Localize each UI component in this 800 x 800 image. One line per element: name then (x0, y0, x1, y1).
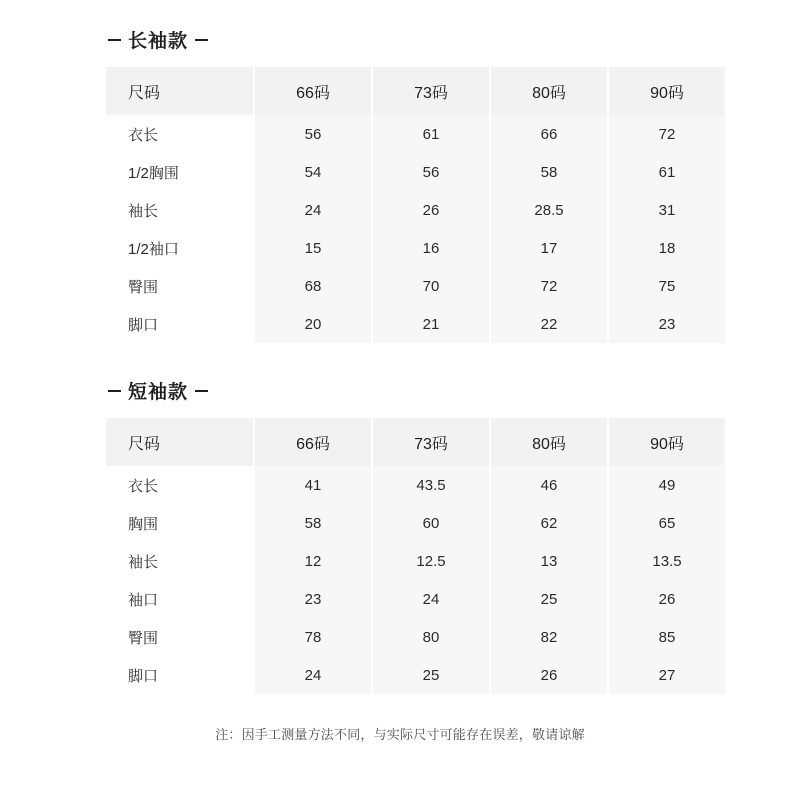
table-cell: 49 (608, 466, 726, 504)
row-label: 1/2胸围 (106, 153, 254, 191)
section-title-text: 短袖款 (128, 382, 189, 403)
table-cell: 80 (372, 618, 490, 656)
row-label: 1/2袖口 (106, 229, 254, 267)
table-cell: 28.5 (490, 191, 608, 229)
dash-right-icon (195, 390, 208, 392)
table-header-cell: 90码 (608, 67, 726, 115)
table-cell: 41 (254, 466, 372, 504)
table-cell: 13.5 (608, 542, 726, 580)
table-row (106, 153, 726, 191)
table-cell: 72 (608, 115, 726, 153)
table-row (106, 305, 726, 343)
table-cell: 21 (372, 305, 490, 343)
table-cell: 26 (372, 191, 490, 229)
table-cell: 72 (490, 267, 608, 305)
table-cell: 70 (372, 267, 490, 305)
dash-left-icon (108, 390, 121, 392)
table-row (106, 191, 726, 229)
section-title-long-sleeve (108, 26, 710, 53)
row-label: 袖口 (106, 580, 254, 618)
table-cell: 27 (608, 656, 726, 694)
row-label: 袖长 (106, 191, 254, 229)
table-cell: 75 (608, 267, 726, 305)
table-cell: 23 (608, 305, 726, 343)
section-title-short-sleeve (108, 377, 710, 404)
table-cell: 31 (608, 191, 726, 229)
dash-left-icon (108, 39, 121, 41)
table-head (106, 67, 726, 115)
table-cell: 61 (372, 115, 490, 153)
table-cell: 26 (608, 580, 726, 618)
table-row (106, 542, 726, 580)
table-cell: 25 (490, 580, 608, 618)
table-cell: 16 (372, 229, 490, 267)
row-label: 脚口 (106, 656, 254, 694)
table-row (106, 229, 726, 267)
footnote-text: 注：因手工测量方法不同，与实际尺寸可能存在误差，敬请谅解 (215, 727, 585, 742)
section-short-sleeve (90, 377, 710, 694)
table-row (106, 504, 726, 542)
table-cell: 43.5 (372, 466, 490, 504)
table-cell: 54 (254, 153, 372, 191)
table-cell: 23 (254, 580, 372, 618)
table-cell: 58 (254, 504, 372, 542)
table-cell: 61 (608, 153, 726, 191)
table-cell: 15 (254, 229, 372, 267)
table-cell: 68 (254, 267, 372, 305)
table-cell: 65 (608, 504, 726, 542)
table-cell: 17 (490, 229, 608, 267)
table-cell: 78 (254, 618, 372, 656)
table-header-cell: 73码 (372, 67, 490, 115)
row-label: 衣长 (106, 466, 254, 504)
table-body (106, 115, 726, 343)
table-cell: 25 (372, 656, 490, 694)
table-cell: 20 (254, 305, 372, 343)
table-header-cell: 90码 (608, 418, 726, 466)
section-long-sleeve (90, 26, 710, 343)
size-table-short-sleeve (106, 418, 727, 694)
table-wrapper-long-sleeve (90, 67, 710, 343)
table-cell: 24 (254, 191, 372, 229)
table-body (106, 466, 726, 694)
row-label: 胸围 (106, 504, 254, 542)
table-cell: 13 (490, 542, 608, 580)
table-header-cell: 66码 (254, 418, 372, 466)
table-cell: 22 (490, 305, 608, 343)
table-header-cell: 73码 (372, 418, 490, 466)
section-title-text: 长袖款 (128, 31, 189, 52)
table-cell: 46 (490, 466, 608, 504)
table-cell: 26 (490, 656, 608, 694)
table-row (106, 656, 726, 694)
dash-right-icon (195, 39, 208, 41)
table-cell: 85 (608, 618, 726, 656)
table-row (106, 267, 726, 305)
table-cell: 12.5 (372, 542, 490, 580)
row-label: 臀围 (106, 267, 254, 305)
table-cell: 56 (372, 153, 490, 191)
size-table-long-sleeve (106, 67, 727, 343)
table-cell: 18 (608, 229, 726, 267)
table-row (106, 115, 726, 153)
row-label: 臀围 (106, 618, 254, 656)
table-row (106, 466, 726, 504)
table-cell: 56 (254, 115, 372, 153)
table-header-cell: 80码 (490, 418, 608, 466)
row-label: 衣长 (106, 115, 254, 153)
table-header-cell: 尺码 (106, 418, 254, 466)
table-wrapper-short-sleeve (90, 418, 710, 694)
table-cell: 58 (490, 153, 608, 191)
row-label: 脚口 (106, 305, 254, 343)
table-cell: 24 (372, 580, 490, 618)
table-cell: 60 (372, 504, 490, 542)
table-header-cell: 66码 (254, 67, 372, 115)
table-cell: 62 (490, 504, 608, 542)
table-cell: 82 (490, 618, 608, 656)
table-cell: 24 (254, 656, 372, 694)
table-head (106, 418, 726, 466)
section-spacer (90, 347, 710, 377)
table-row (106, 618, 726, 656)
table-header-row (106, 67, 726, 115)
table-cell: 66 (490, 115, 608, 153)
table-row (106, 580, 726, 618)
table-header-cell: 尺码 (106, 67, 254, 115)
table-header-cell: 80码 (490, 67, 608, 115)
table-cell: 12 (254, 542, 372, 580)
row-label: 袖长 (106, 542, 254, 580)
table-header-row (106, 418, 726, 466)
